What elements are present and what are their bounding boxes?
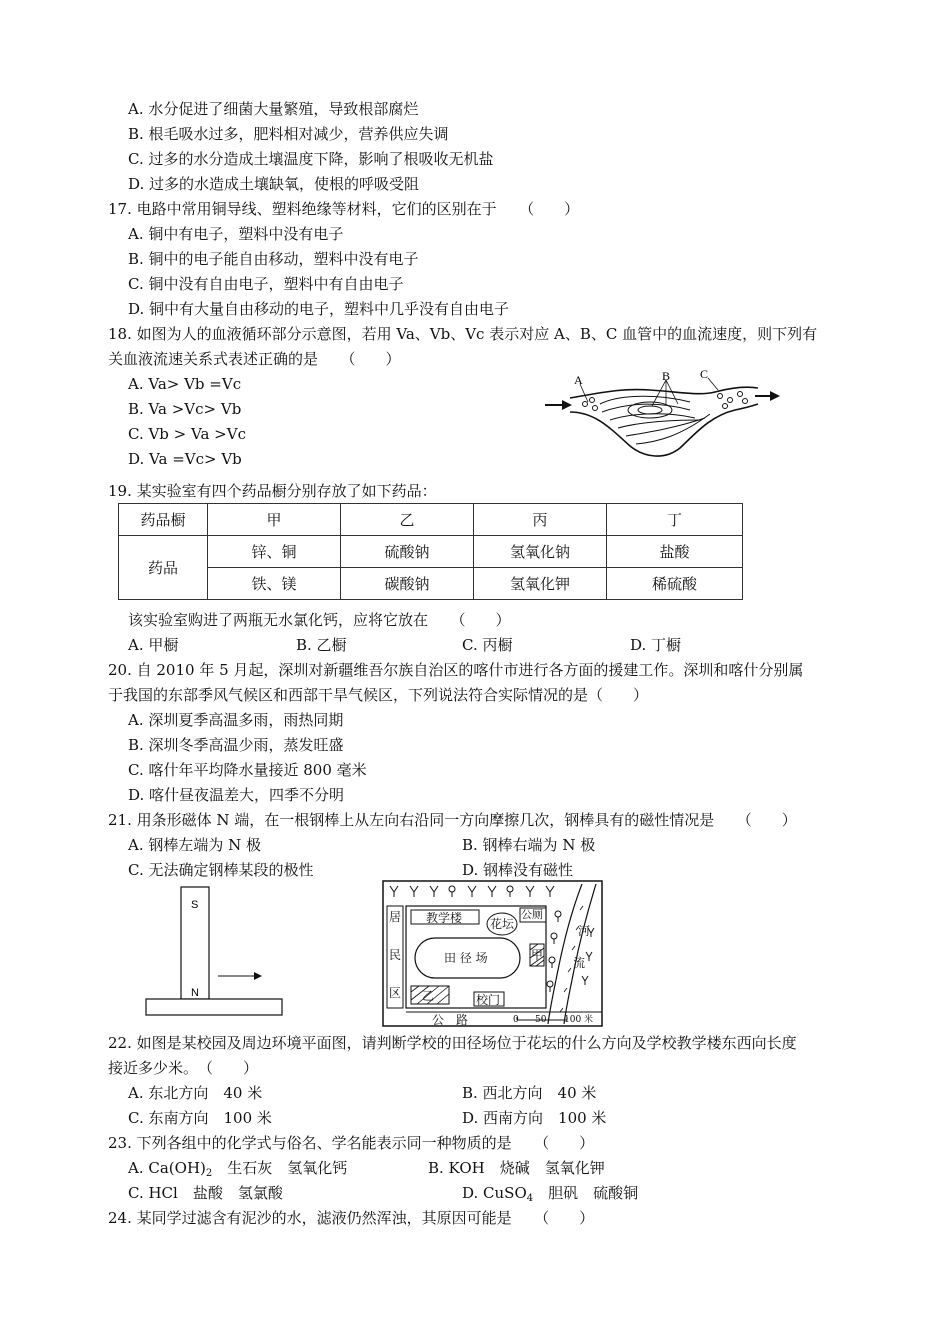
map-label-teaching-building: 教学楼 <box>426 911 463 925</box>
q23-stem: 23. 下列各组中的化学式与俗名、学名能表示同一种物质的是 （ ） <box>108 1134 595 1152</box>
map-label-ju: 居 <box>389 910 402 924</box>
q16-option-b: B. 根毛吸水过多，肥料相对减少，营养供应失调 <box>128 125 449 143</box>
q22-option-a: A. 东北方向 40 米 <box>128 1084 263 1102</box>
q17-option-a: A. 铜中有电子，塑料中没有电子 <box>128 225 344 243</box>
q19-option-d: D. 丁橱 <box>630 636 682 654</box>
table-cell: 硫酸钠 <box>341 536 474 568</box>
magnet-pole-n: N <box>191 987 199 999</box>
q24-stem: 24. 某同学过滤含有泥沙的水，滤液仍然浑浊，其原因可能是 （ ） <box>108 1209 595 1227</box>
q21-option-d: D. 钢棒没有磁性 <box>462 861 574 879</box>
q21-option-c: C. 无法确定钢棒某段的极性 <box>128 861 314 879</box>
q22-stem-line2: 接近多少米。 （ ） <box>108 1059 259 1077</box>
q23-option-a <box>128 1158 347 1181</box>
table-header-yi: 乙 <box>341 504 474 536</box>
q23-option-d-subscript: 4 <box>526 1193 534 1204</box>
q22-option-d: D. 西南方向 100 米 <box>462 1109 607 1127</box>
table-header-bing: 丙 <box>474 504 607 536</box>
table-cell: 锌、铜 <box>208 536 341 568</box>
table-row-label: 药品 <box>119 536 208 600</box>
q17-option-b: B. 铜中的电子能自由移动，塑料中没有电子 <box>128 250 419 268</box>
map-label-yi: 乙 <box>422 989 435 1003</box>
q20-option-c: C. 喀什年平均降水量接近 800 毫米 <box>128 761 367 779</box>
q18-stem-line2: 关血液流速关系式表述正确的是 （ ） <box>108 350 401 368</box>
q19-option-a: A. 甲橱 <box>128 636 179 654</box>
table-header-jia: 甲 <box>208 504 341 536</box>
table-header-cabinet: 药品橱 <box>119 504 208 536</box>
q23-option-a-names: 生石灰 氢氧化钙 <box>212 1159 348 1177</box>
q19-follow: 该实验室购进了两瓶无水氯化钙，应将它放在 （ ） <box>128 611 511 629</box>
q22-option-b: B. 西北方向 40 米 <box>462 1084 597 1102</box>
q23-option-b: B. KOH 烧碱 氢氧化钾 <box>428 1159 605 1177</box>
q17-stem: 17. 电路中常用铜导线、塑料绝缘等材料，它们的区别在于 （ ） <box>108 200 580 218</box>
magnet-figure <box>140 886 290 1018</box>
q23-option-d <box>462 1183 638 1206</box>
map-label-he: 河 <box>578 924 591 938</box>
q19-option-c: C. 丙橱 <box>462 636 513 654</box>
map-label-liu: 流 <box>573 956 586 970</box>
q20-option-a: A. 深圳夏季高温多雨，雨热同期 <box>128 711 344 729</box>
table-cell: 稀硫酸 <box>607 568 743 600</box>
q20-option-d: D. 喀什昼夜温差大，四季不分明 <box>128 786 345 804</box>
q22-option-c: C. 东南方向 100 米 <box>128 1109 272 1127</box>
map-label-qu: 区 <box>389 986 402 1000</box>
map-label-flower-bed: 花坛 <box>490 917 515 931</box>
map-label-jia: 甲 <box>531 948 544 962</box>
q18-option-c: C. Vb > Va >Vc <box>128 425 246 443</box>
blood-vessel-figure <box>540 368 785 468</box>
q20-stem-line2: 于我国的东部季风气候区和西部干旱气候区，下列说法符合实际情况的是（ ） <box>108 686 649 704</box>
q23-option-c: C. HCl 盐酸 氢氯酸 <box>128 1184 283 1202</box>
map-label-track-field: 田 径 场 <box>444 951 488 965</box>
q23-option-d-formula: D. CuSO <box>462 1184 527 1202</box>
table-cell: 氢氧化钾 <box>474 568 607 600</box>
map-scale-50: 50 <box>535 1015 547 1025</box>
map-scale-0: 0 <box>513 1015 519 1025</box>
table-cell: 铁、镁 <box>208 568 341 600</box>
vessel-label-a: A <box>574 373 583 387</box>
q17-option-c: C. 铜中没有自由电子，塑料中有自由电子 <box>128 275 404 293</box>
q21-stem: 21. 用条形磁体 N 端，在一根钢棒上从左向右沿同一方向摩擦几次，钢棒具有的磁性情况是 （ ） <box>108 811 797 829</box>
vessel-label-b: B <box>662 369 671 383</box>
map-label-min: 民 <box>389 948 402 962</box>
q19-stem: 19. 某实验室有四个药品橱分别存放了如下药品： <box>108 482 437 500</box>
map-label-toilet: 公厕 <box>521 908 543 921</box>
table-cell: 盐酸 <box>607 536 743 568</box>
table-cell: 氢氧化钠 <box>474 536 607 568</box>
q16-option-d: D. 过多的水造成土壤缺氧，使根的呼吸受阻 <box>128 175 420 193</box>
q23-option-a-formula: A. Ca(OH) <box>128 1159 206 1177</box>
q22-stem-line1: 22. 如图是某校园及周边环境平面图，请判断学校的田径场位于花坛的什么方向及学校教学楼东西向长度 <box>108 1034 797 1052</box>
q18-option-d: D. Va =Vc> Vb <box>128 450 242 468</box>
medicine-cabinet-table <box>118 503 743 600</box>
q18-stem-line1: 18. 如图为人的血液循环部分示意图，若用 Va、Vb、Vc 表示对应 A、B、C 血管中的血流速度，则下列有 <box>108 325 818 343</box>
q23-option-a-subscript: 2 <box>205 1168 213 1179</box>
magnet-pole-s: S <box>191 899 199 911</box>
q21-option-b: B. 钢棒右端为 N 极 <box>462 836 596 854</box>
q20-option-b: B. 深圳冬季高温少雨，蒸发旺盛 <box>128 736 344 754</box>
q23-option-d-names: 胆矾 硫酸铜 <box>533 1184 639 1202</box>
campus-map-figure <box>382 880 604 1028</box>
q17-option-d: D. 铜中有大量自由移动的电子，塑料中几乎没有自由电子 <box>128 300 510 318</box>
map-scale-100: 100 米 <box>564 1015 594 1025</box>
map-label-road: 公 路 <box>432 1013 469 1027</box>
table-header-ding: 丁 <box>607 504 743 536</box>
q16-option-a: A. 水分促进了细菌大量繁殖，导致根部腐烂 <box>128 100 419 118</box>
vessel-label-c: C <box>700 368 709 381</box>
q16-option-c: C. 过多的水分造成土壤温度下降，影响了根吸收无机盐 <box>128 150 494 168</box>
q18-option-a: A. Va> Vb =Vc <box>128 375 242 393</box>
q18-option-b: B. Va >Vc> Vb <box>128 400 242 418</box>
q21-option-a: A. 钢棒左端为 N 极 <box>128 836 262 854</box>
q19-option-b: B. 乙橱 <box>296 636 347 654</box>
map-label-gate: 校门 <box>476 993 501 1007</box>
q20-stem-line1: 20. 自 2010 年 5 月起，深圳对新疆维吾尔族自治区的喀什市进行各方面的援建工作。深圳和喀什分别属 <box>108 661 804 679</box>
table-cell: 碳酸钠 <box>341 568 474 600</box>
